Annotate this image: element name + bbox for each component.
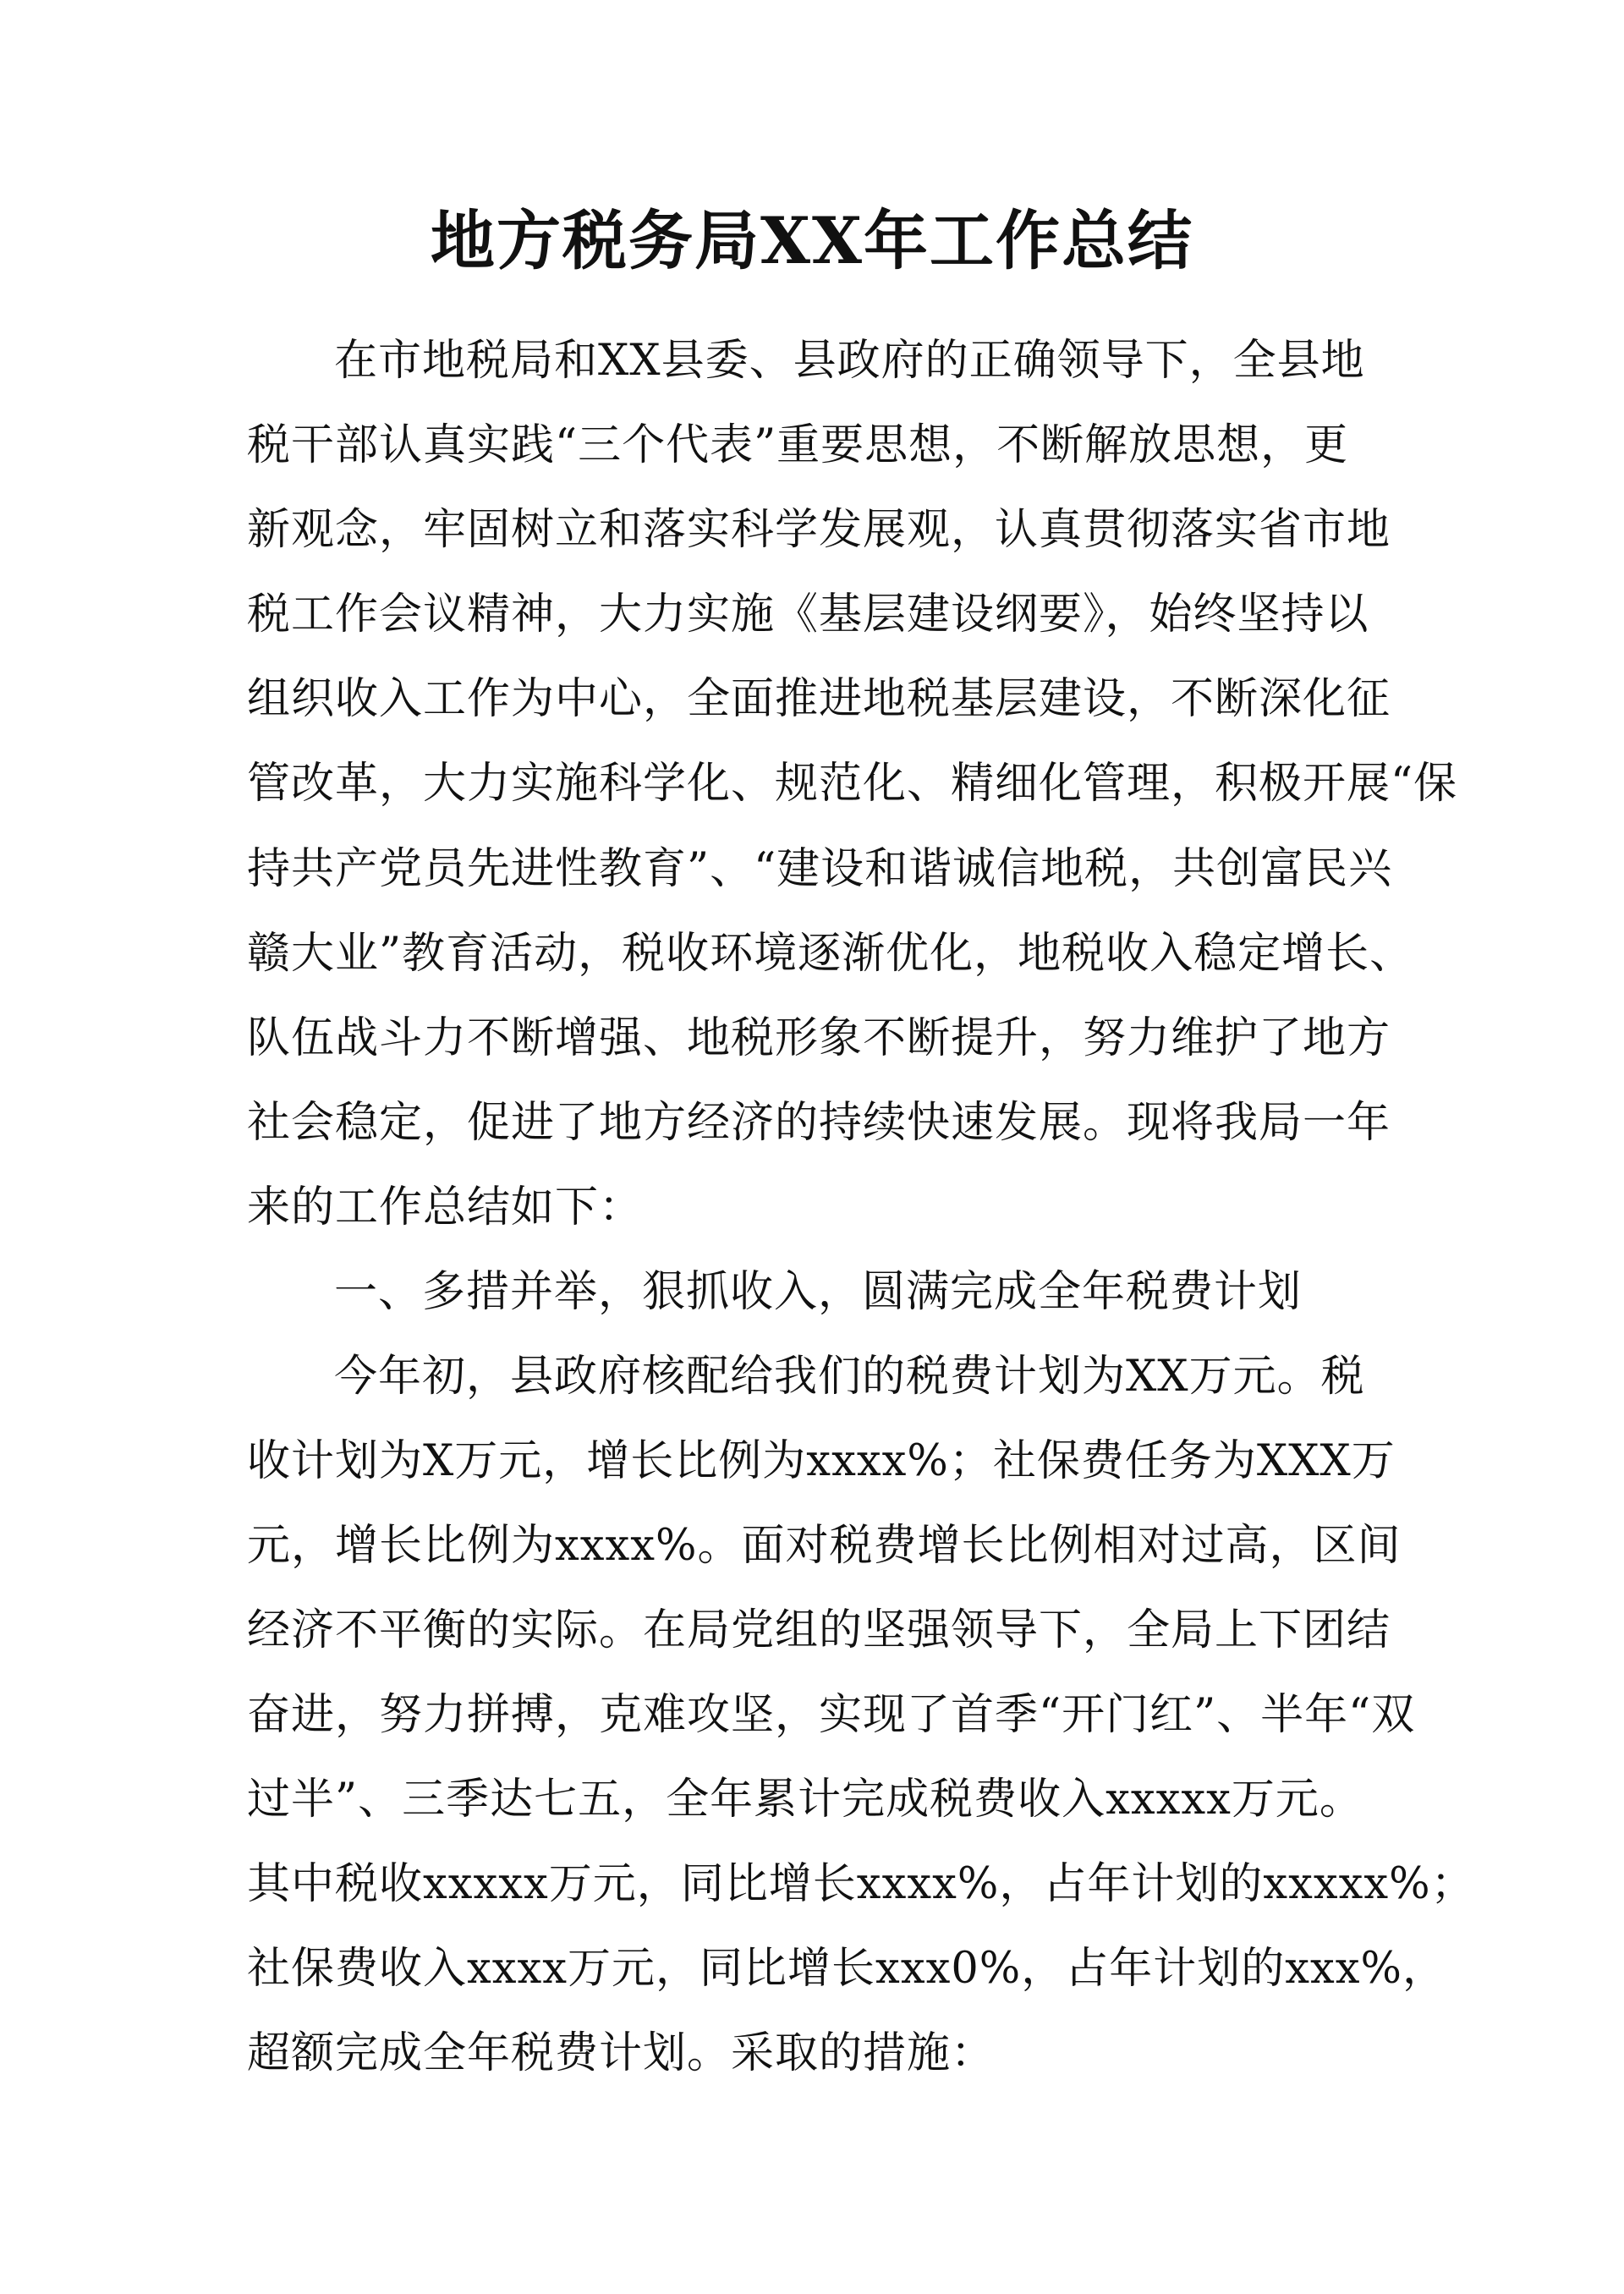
paragraph-line: 其中税收xxxxx万元，同比增长xxxx%，占年计划的xxxxx%； (247, 1859, 1475, 1909)
paragraph-line: 税干部认真实践“三个代表”重要思想，不断解放思想，更 (247, 420, 1349, 470)
paragraph-line: 在市地税局和XX县委、县政府的正确领导下，全县地 (334, 336, 1365, 386)
paragraph-line: 组织收入工作为中心，全面推进地税基层建设，不断深化征 (247, 674, 1391, 724)
document-title: 地方税务局XX年工作总结 (431, 203, 1193, 278)
paragraph-line: 超额完成全年税费计划。采取的措施： (247, 2028, 996, 2078)
paragraph-line: 收计划为X万元，增长比例为xxxx%；社保费任务为XXX万 (247, 1436, 1396, 1486)
paragraph-line: 经济不平衡的实际。在局党组的坚强领导下，全局上下团结 (247, 1605, 1391, 1655)
paragraph-line: 管改革，大力实施科学化、规范化、精细化管理，积极开展“保 (247, 759, 1458, 809)
paragraph-line: 奋进，努力拼搏，克难攻坚，实现了首季“开门红”、半年“双 (247, 1690, 1416, 1740)
paragraph-line: 新观念，牢固树立和落实科学发展观，认真贯彻落实省市地 (247, 505, 1391, 555)
paragraph-line: 社会稳定，促进了地方经济的持续快速发展。现将我局一年 (247, 1098, 1391, 1148)
paragraph-line: 赣大业”教育活动，税收环境逐渐优化，地税收入稳定增长、 (247, 929, 1414, 979)
paragraph-line: 社保费收入xxxx万元，同比增长xxx0%，占年计划的xxx%， (247, 1944, 1446, 1994)
paragraph-line: 来的工作总结如下： (247, 1183, 644, 1232)
paragraph-line: 元，增长比例为xxxx%。面对税费增长比例相对过高，区间 (247, 1521, 1402, 1571)
paragraph-line: 队伍战斗力不断增强、地税形象不断提升，努力维护了地方 (247, 1013, 1391, 1063)
paragraph-line: 今年初，县政府核配给我们的税费计划为XX万元。税 (334, 1352, 1365, 1402)
paragraph-line: 税工作会议精神，大力实施《基层建设纲要》，始终坚持以 (247, 590, 1369, 639)
paragraph-line: 过半”、三季达七五，全年累计完成税费收入xxxxx万元。 (247, 1775, 1363, 1825)
section-heading: 一、多措并举，狠抓收入，圆满完成全年税费计划 (334, 1267, 1303, 1317)
paragraph-line: 持共产党员先进性教育”、“建设和谐诚信地税，共创富民兴 (247, 844, 1393, 894)
